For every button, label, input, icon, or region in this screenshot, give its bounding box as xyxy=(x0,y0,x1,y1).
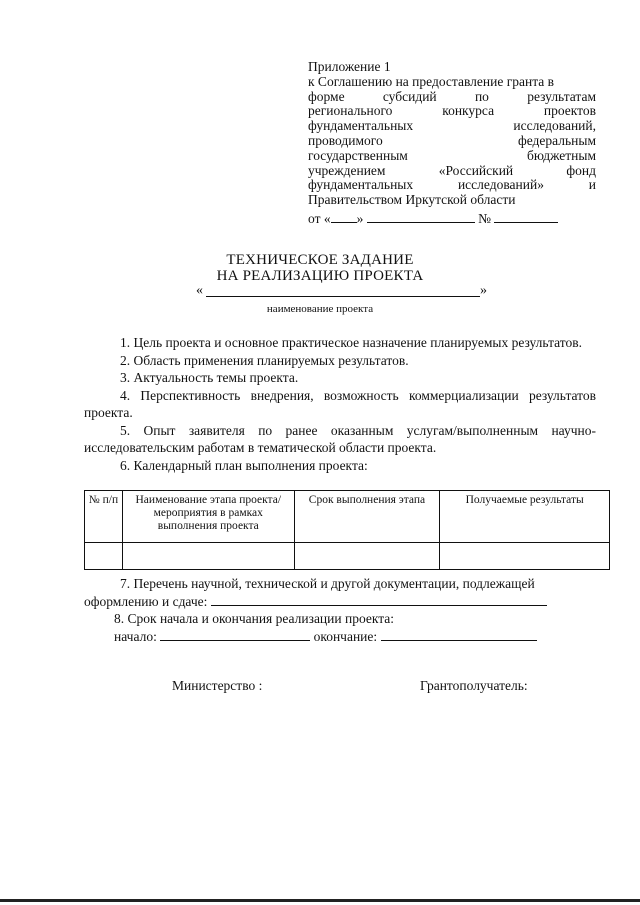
end-blank xyxy=(381,628,537,641)
date-prefix: от « xyxy=(308,210,331,226)
quote-open: « xyxy=(196,283,203,298)
spec-items xyxy=(84,334,596,474)
item-2: 2. Область применения планируемых результатов. xyxy=(120,352,409,368)
table-cell xyxy=(440,543,610,570)
spec-items-continued xyxy=(84,575,596,645)
start-label: начало: xyxy=(114,628,157,644)
quote-close: » xyxy=(480,283,487,298)
table-cell xyxy=(294,543,440,570)
day-blank xyxy=(331,210,357,223)
appendix-line: фундаментальных исследований, xyxy=(308,119,596,134)
appendix-line: Правительством Иркутской области xyxy=(308,192,516,208)
appendix-line: к Соглашению на предоставление гранта в xyxy=(308,73,554,89)
item-6: 6. Календарный план выполнения проекта: xyxy=(120,457,368,473)
documentation-blank xyxy=(211,593,547,606)
calendar-plan-table xyxy=(84,490,610,570)
appendix-line: проводимого федеральным xyxy=(308,133,596,148)
project-name-blank xyxy=(206,296,480,297)
start-blank xyxy=(160,628,310,641)
end-label: окончание: xyxy=(313,628,378,644)
item-8: 8. Срок начала и окончания реализации проекта: xyxy=(114,611,395,626)
header-results: Получаемые результаты xyxy=(440,491,610,543)
item-4: 4. Перспективность внедрения, возможность коммерциализации результатов проекта. xyxy=(84,387,596,420)
appendix-line: учреждением «Российский фонд xyxy=(308,163,596,178)
table-cell xyxy=(122,543,294,570)
month-blank xyxy=(367,210,475,223)
item-5: 5. Опыт заявителя по ранее оказанным услугам/выполненным научно-исследовательским работам в тематической области проекта. xyxy=(84,422,596,455)
item-7-line2 xyxy=(84,593,596,611)
table-row xyxy=(85,543,610,570)
appendix-date-line xyxy=(308,210,596,227)
signature-grantee: Грантополучатель: xyxy=(420,678,528,693)
table-cell xyxy=(85,543,123,570)
doc-title-line1: ТЕХНИЧЕСКОЕ ЗАДАНИЕ xyxy=(226,252,414,268)
header-deadline: Срок выполнения этапа xyxy=(294,491,440,543)
item-1: 1. Цель проекта и основное практическое назначение планируемых результатов. xyxy=(120,335,582,350)
appendix-line: форме субсидий по результатам xyxy=(308,89,596,104)
appendix-title: Приложение 1 xyxy=(308,59,391,74)
project-name-caption: наименование проекта xyxy=(266,303,374,315)
item-7-line1: 7. Перечень научной, технической и другой документации, подлежащей xyxy=(120,576,535,591)
header-number: № п/п xyxy=(85,491,123,543)
appendix-line: регионального конкурса проектов xyxy=(308,104,596,119)
item-3: 3. Актуальность темы проекта. xyxy=(120,370,299,385)
date-mid: » xyxy=(356,210,364,226)
scan-edge-rule xyxy=(0,899,640,902)
item-7-label: оформлению и сдаче: xyxy=(84,593,208,609)
table-header-row xyxy=(85,491,610,543)
appendix-line: фундаментальных исследований» и xyxy=(308,178,596,193)
header-stage-name: Наименование этапа проекта/мероприятия в рамках выполнения проекта xyxy=(122,491,294,543)
appendix-line: государственным бюджетным xyxy=(308,148,596,163)
signature-ministry: Министерство : xyxy=(172,678,263,693)
number-sign: № xyxy=(478,210,491,226)
item-8-dates xyxy=(84,628,596,646)
number-blank xyxy=(494,210,558,223)
appendix-block xyxy=(308,60,596,227)
doc-title-line2: НА РЕАЛИЗАЦИЮ ПРОЕКТА xyxy=(216,268,424,284)
